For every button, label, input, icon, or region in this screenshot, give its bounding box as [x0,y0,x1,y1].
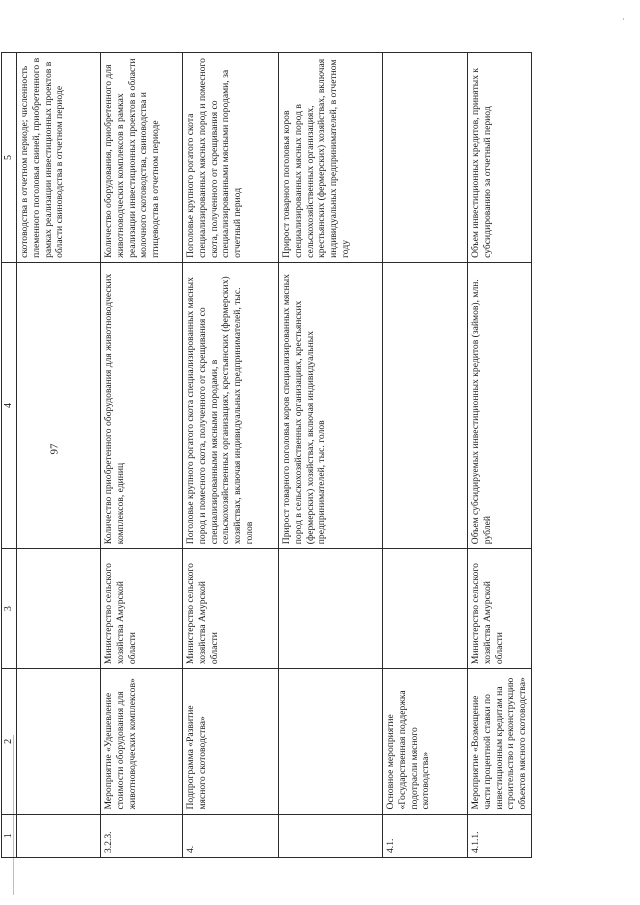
table-row [383,53,468,858]
event-name: Мероприятие «Возмещение части процентной ставки по инвестиционным кредитам на строительство и реконструкцию объектов мясного скотоводства» [468,669,532,814]
indicator-description [383,53,468,263]
table-row [183,53,279,858]
header-cell: 3 [2,549,17,669]
row-number: 4.1. [383,814,468,857]
executor: Министерство сельского хозяйства Амурской области [468,549,532,669]
executor [279,549,383,669]
executor: Министерство сельского хозяйства Амурской области [101,549,183,669]
table-row [468,53,532,858]
row-number: 4. [183,814,279,857]
indicator-description: Поголовье крупного рогатого скота специализированных мясных пород и помесного скота, полученного от скрещивания со специализированными мясными породами, за отчетный период [183,53,279,263]
header-cell: 2 [2,669,17,814]
event-name: Подпрограмма «Развитие мясного скотоводства» [183,669,279,814]
row-number [17,814,101,857]
indicator: Поголовье крупного рогатого скота специализированных мясных пород и помесного скота, полученного от скрещивания со специализированными мясными породами, в сельскохозяйственных организациях, крестьянских (фермерских) хозяйствах, включая индивидуальных предпринимателей, тыс. голов [183,262,279,548]
table-row [101,53,183,858]
page-number: 97 [48,443,61,455]
indicator-description: Прирост товарного поголовья коров специализированных мясных пород в сельскохозяйственных организациях, крестьянских (фермерских) хозяйствах, включая индивидуальных предпринимателей, в отчетном году [279,53,383,263]
indicators-table [1,52,532,858]
executor [383,549,468,669]
row-number: 4.1.1. [468,814,532,857]
header-cell: 4 [2,262,17,548]
rotated-table-container [1,52,528,858]
table-row [279,53,383,858]
indicator: Объем субсидируемых инвестиционных кредитов (займов), млн. рублей [468,262,532,548]
event-name [279,669,383,814]
indicator-description: скотоводства в отчетном периоде; численность племенного поголовья свиней, приобретенного в рамках реализации инвестиционных проектов в области свиноводства в отчетном периоде [17,53,101,263]
event-name: Основное мероприятие «Государственная поддержка подотрасли мясного скотоводства» [383,669,468,814]
event-name [17,669,101,814]
indicator: Количество приобретенного оборудования для животноводческих комплексов, единиц [101,262,183,548]
event-name: Мероприятие «Удешевление стоимости оборудования для животноводческих комплексов» [101,669,183,814]
table-row [17,53,101,858]
executor [17,549,101,669]
indicator-description: Объем инвестиционных кредитов, принятых к субсидированию за отчетный период [468,53,532,263]
row-number [279,814,383,857]
header-cell: 1 [2,814,17,857]
header-cell: 5 [2,53,17,263]
table-header-row [2,53,17,858]
indicator: Прирост товарного поголовья коров специализированных мясных пород в сельскохозяйственных организациях, крестьянских (фермерских) хозяйствах, включая индивидуальных предпринимателей, тыс. голов [279,262,383,548]
corner-mark: · [622,14,625,24]
indicator-description: Количество оборудования, приобретенного для животноводческих комплексов в рамках реализации инвестиционных проектов в области молочного скотоводства, свиноводства и птицеводства в отчетном периоде [101,53,183,263]
indicator [383,262,468,548]
executor: Министерство сельского хозяйства Амурской области [183,549,279,669]
row-number: 3.2.3. [101,814,183,857]
indicator [17,262,101,548]
